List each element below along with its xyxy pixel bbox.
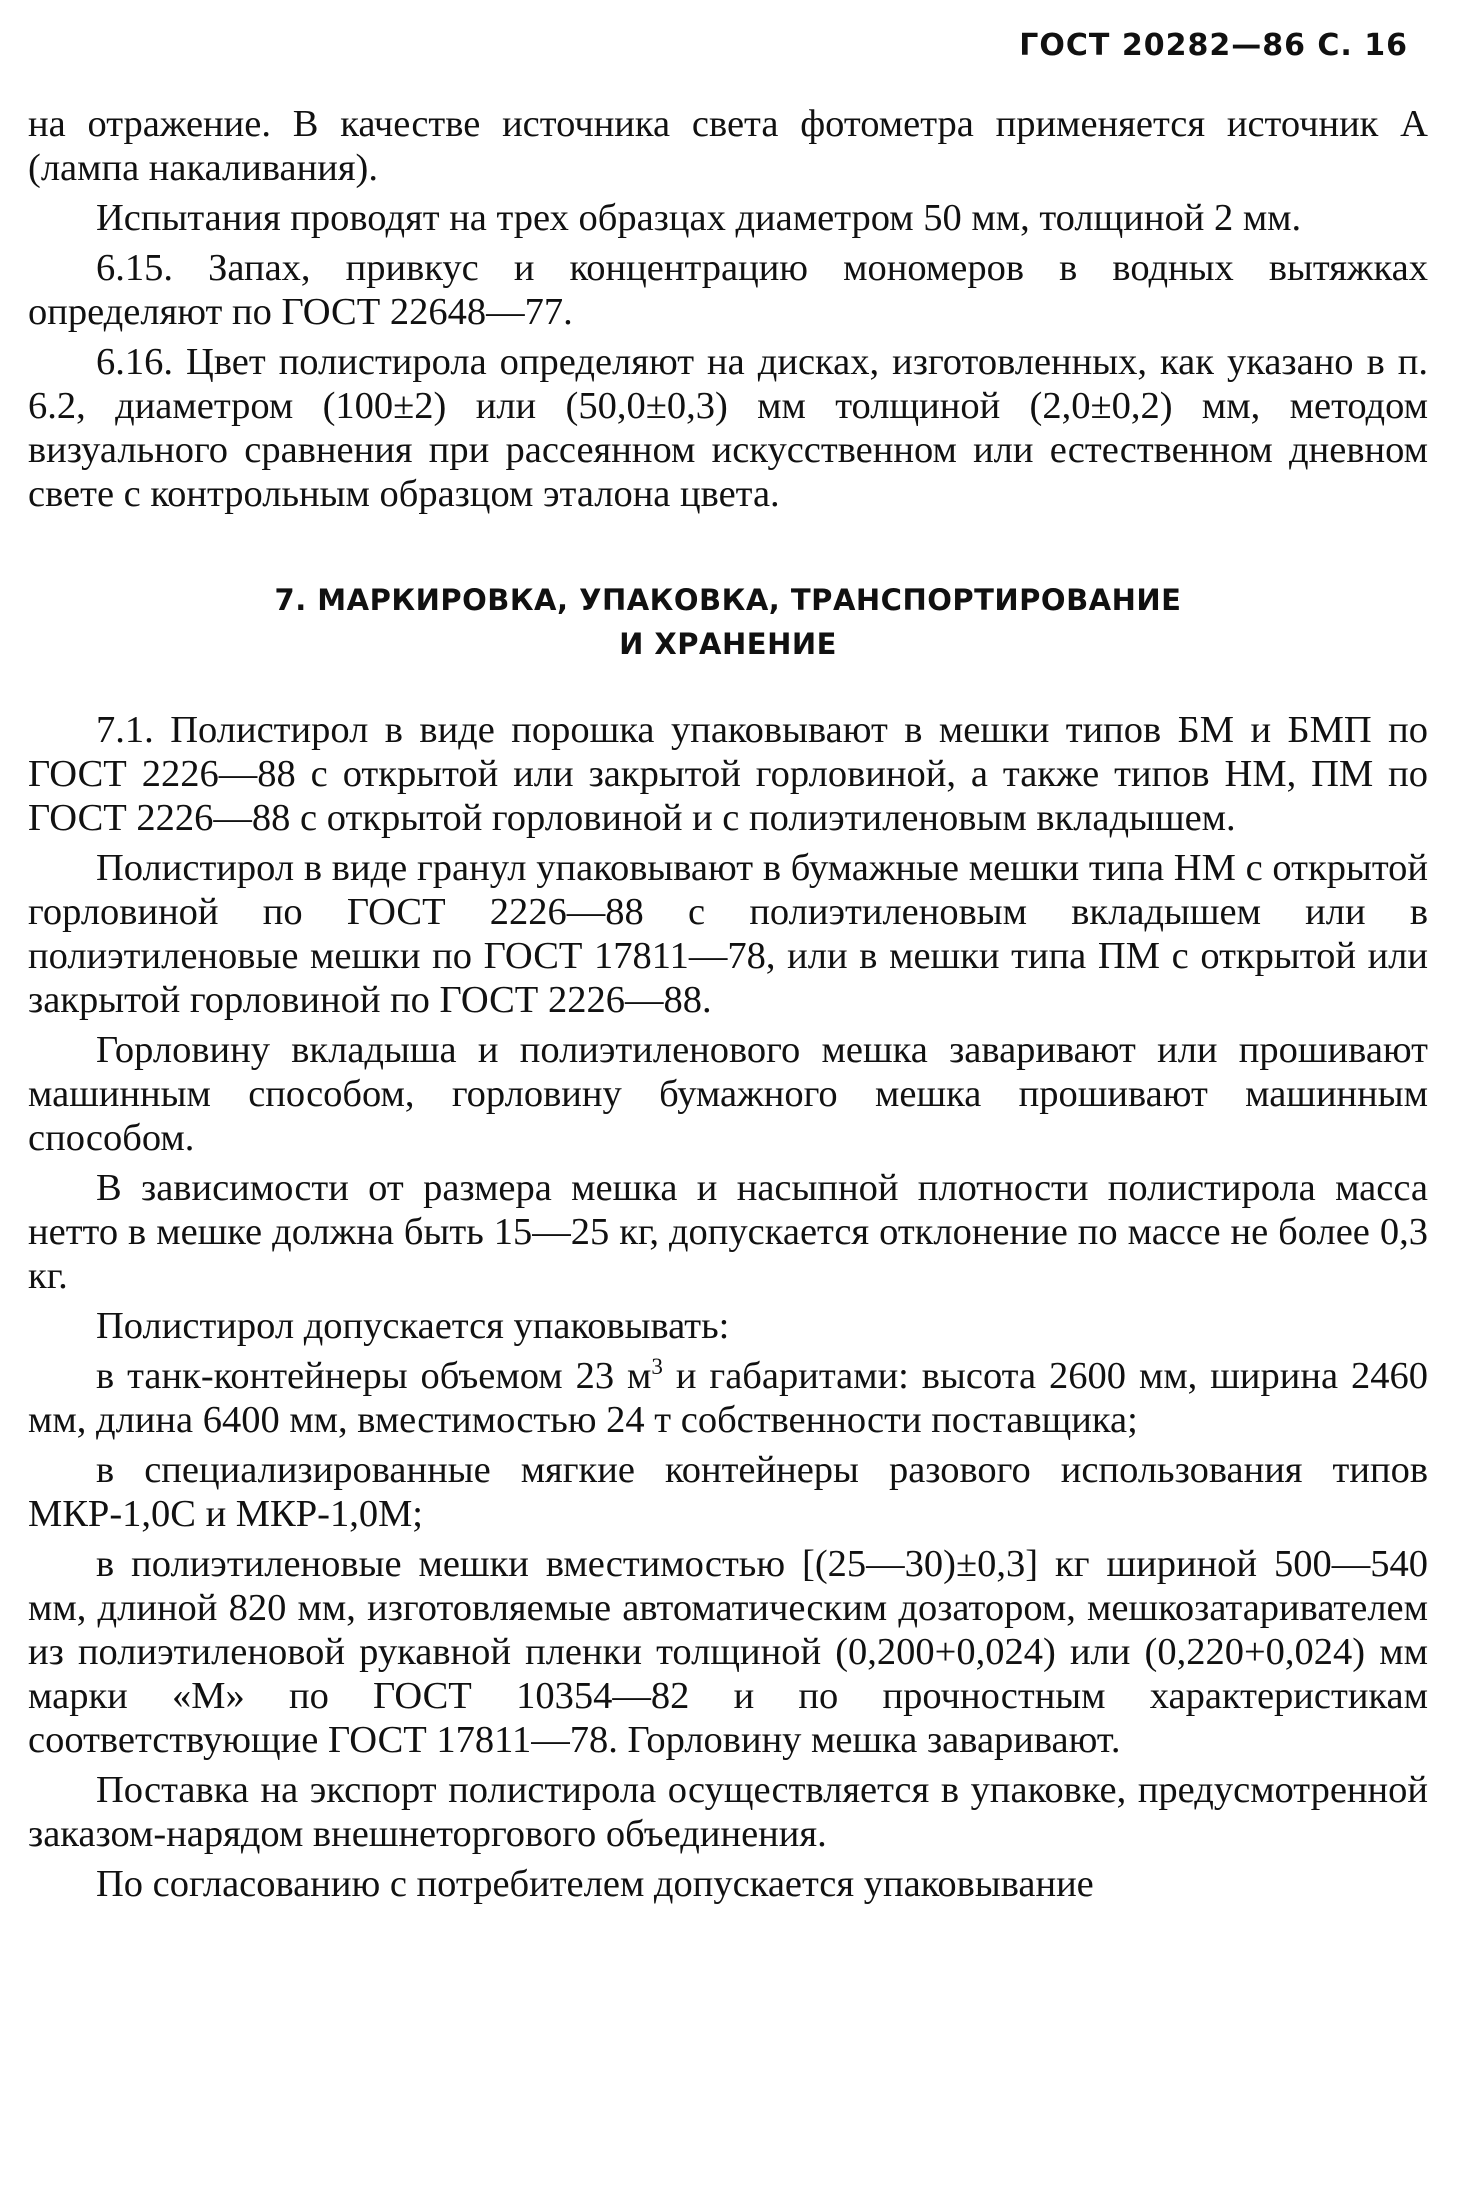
list-item-pe-bags: в полиэтиленовые мешки вместимостью [(25—30)±0,3] кг шириной 500—540 мм, длиной 820 мм, изготовляемые автоматическим дозатором, мешкозатаривателем из полиэтиленовой рукавной пленки толщиной (0,200+0,024) или (0,220+0,024) мм марки «М» по ГОСТ 10354—82 и по прочностным характеристикам соответствующие ГОСТ 17811—78. Горловину мешка заваривают. <box>28 1543 1428 1761</box>
paragraph-mass: В зависимости от размера мешка и насыпной плотности полистирола масса нетто в мешке должна быть 15—25 кг, допускается отклонение по массе не более 0,3 кг. <box>28 1167 1428 1297</box>
section-heading <box>28 578 1428 666</box>
section-heading-line-2: И ХРАНЕНИЕ <box>619 627 837 661</box>
tank-superscript: 3 <box>651 1353 663 1380</box>
paragraph-continuation: на отражение. В качестве источника света фотометра применяется источник А (лампа накаливания). <box>28 103 1428 189</box>
document-page <box>28 0 1428 2190</box>
paragraph-neck: Горловину вкладыша и полиэтиленового мешка заваривают или прошивают машинным способом, горловину бумажного мешка прошивают машинным способом. <box>28 1029 1428 1159</box>
paragraph-6-16: 6.16. Цвет полистирола определяют на дисках, изготовленных, как указано в п. 6.2, диаметром (100±2) или (50,0±0,3) мм толщиной (2,0±0,2) мм, методом визуального сравнения при рассеянном искусственном или естественном дневном свете с контрольным образцом эталона цвета. <box>28 341 1428 515</box>
paragraph-export: Поставка на экспорт полистирола осуществляется в упаковке, предусмотренной заказом-нарядом внешнеторгового объединения. <box>28 1769 1428 1855</box>
paragraph-6-15: 6.15. Запах, привкус и концентрацию мономеров в водных вытяжках определяют по ГОСТ 22648—77. <box>28 247 1428 333</box>
paragraph-consumer-agreement: По согласованию с потребителем допускается упаковывание <box>96 1863 1094 1905</box>
tank-text-before: в танк-контейнеры объемом 23 м <box>96 1355 652 1397</box>
tank-text-after: и габаритами: высота 2600 мм, ширина 2460 мм, длина 6400 мм, вместимостью 24 т собственности поставщика; <box>28 1355 1428 1441</box>
body-text <box>28 102 1428 1912</box>
paragraph-granules: Полистирол в виде гранул упаковывают в бумажные мешки типа НМ с открытой горловиной по ГОСТ 2226—88 с полиэтиленовым вкладышем или в полиэтиленовые мешки по ГОСТ 17811—78, или в мешки типа ПМ с открытой или закрытой горловиной по ГОСТ 2226—88. <box>28 847 1428 1021</box>
running-head: ГОСТ 20282—86 С. 16 <box>1019 28 1408 63</box>
list-item-soft-containers: в специализированные мягкие контейнеры разового использования типов МКР-1,0С и МКР-1,0М; <box>28 1449 1428 1535</box>
paragraph-allowed-packaging: Полистирол допускается упаковывать: <box>96 1305 730 1347</box>
section-heading-line-1: 7. МАРКИРОВКА, УПАКОВКА, ТРАНСПОРТИРОВАНИЕ <box>274 583 1182 617</box>
paragraph-7-1: 7.1. Полистирол в виде порошка упаковывают в мешки типов БМ и БМП по ГОСТ 2226—88 с открытой или закрытой горловиной, а также типов НМ, ПМ по ГОСТ 2226—88 с открытой горловиной и с полиэтиленовым вкладышем. <box>28 709 1428 839</box>
paragraph-samples: Испытания проводят на трех образцах диаметром 50 мм, толщиной 2 мм. <box>96 197 1302 239</box>
list-item-tank-containers <box>28 1354 1428 1442</box>
